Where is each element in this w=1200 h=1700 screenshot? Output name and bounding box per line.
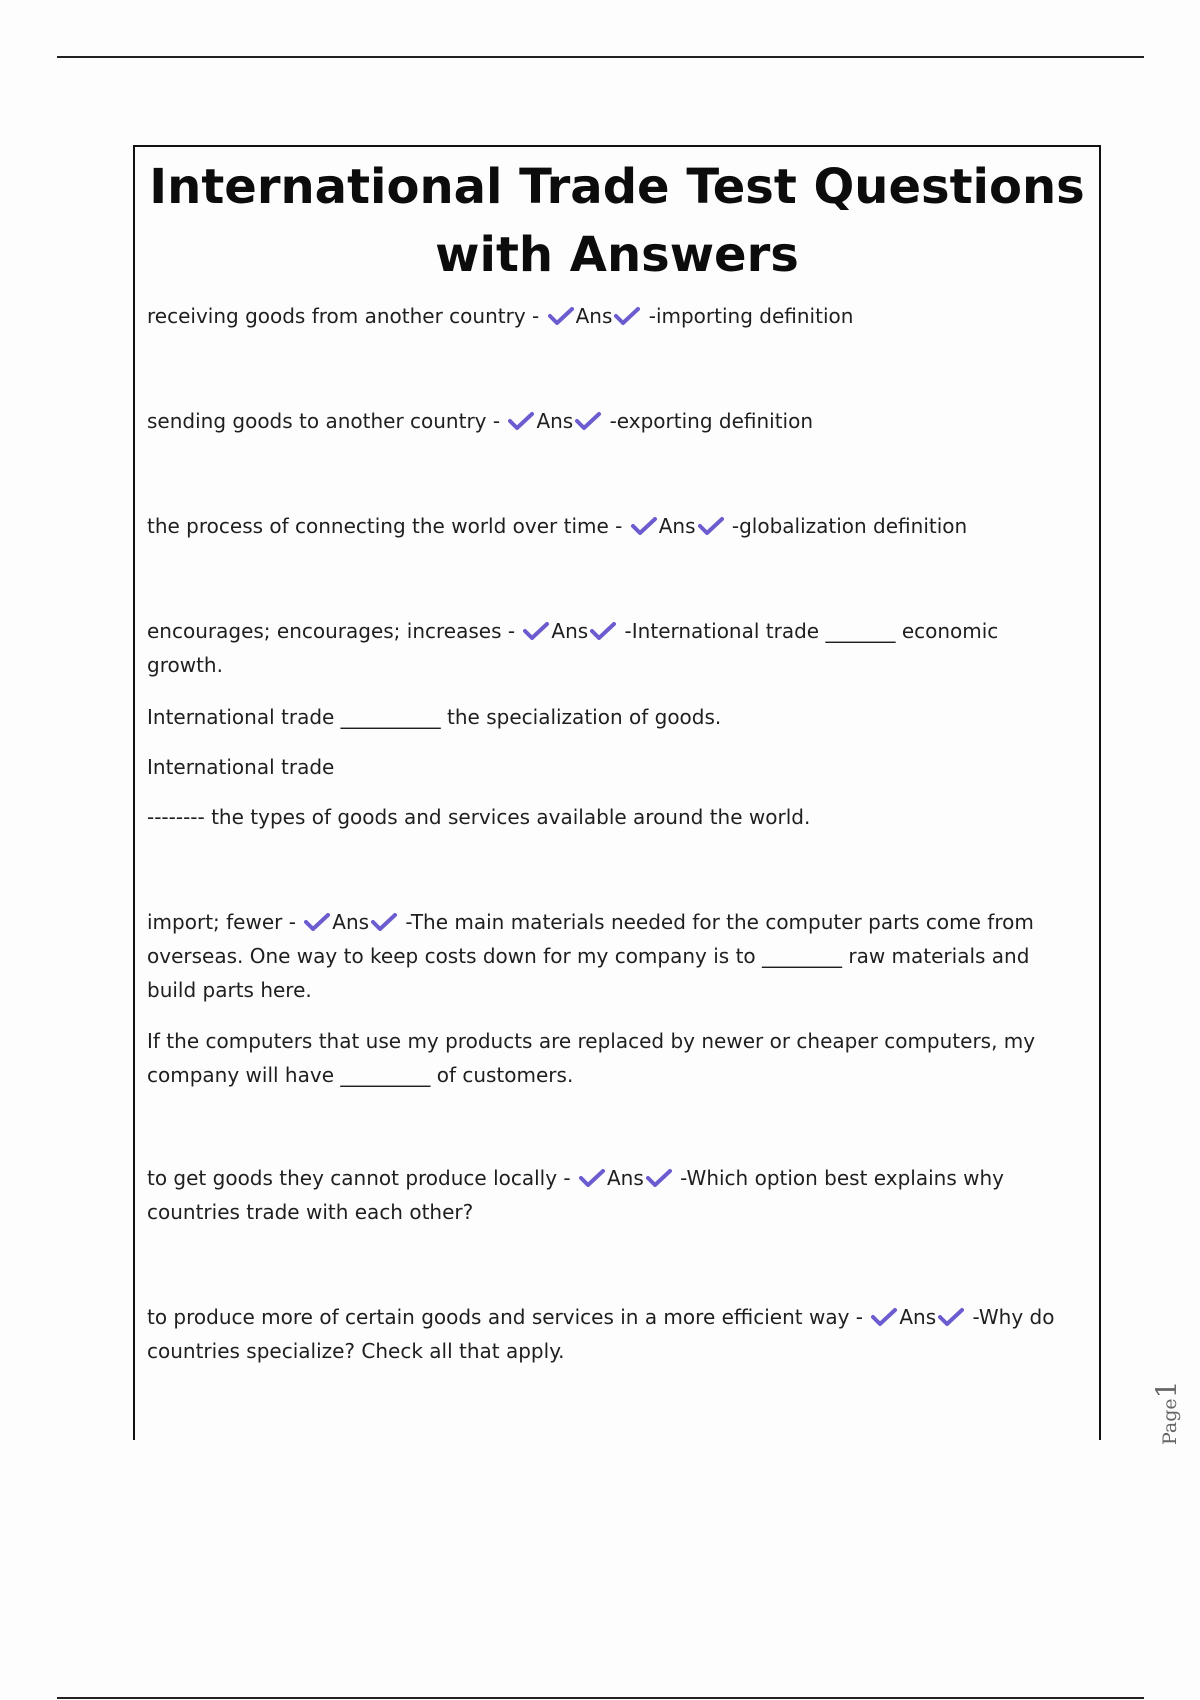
qa-item-7 (147, 1300, 1077, 1368)
answer-text: -Why do countries specialize? Check all that apply. (147, 1305, 1055, 1363)
check-icon (523, 621, 549, 641)
answer-text: -International trade _______ economic growth. (147, 619, 999, 677)
question-text: receiving goods from another country - (147, 304, 546, 328)
text-line: -------- the types of goods and services available around the world. (147, 805, 811, 829)
ans-label: Ans (536, 409, 574, 433)
qa-item-1 (147, 299, 1077, 333)
qa-item-4 (147, 614, 1077, 682)
answer-text: -exporting definition (603, 409, 814, 433)
answer-text: -importing definition (642, 304, 854, 328)
check-icon (579, 1168, 605, 1188)
text-line: International trade (147, 755, 335, 779)
ans-label: Ans (551, 619, 589, 643)
qa-item-3 (147, 509, 1077, 543)
title-line-2: with Answers (435, 227, 799, 283)
footer-rule (57, 1697, 1144, 1699)
answer-text: -globalization definition (725, 514, 968, 538)
ans-label: Ans (575, 304, 613, 328)
page-number-value: 1 (1150, 1380, 1183, 1399)
document-title (135, 153, 1099, 289)
qa-item-2 (147, 404, 1077, 438)
ans-label: Ans (899, 1305, 937, 1329)
title-line-1: International Trade Test Questions (149, 159, 1085, 215)
check-icon (304, 912, 330, 932)
question-text: to produce more of certain goods and services in a more efficient way - (147, 1305, 870, 1329)
check-icon (614, 306, 640, 326)
check-icon (631, 516, 657, 536)
text-line: If the computers that use my products are replaced by newer or cheaper computers, my company will have _________ of customers. (147, 1029, 1036, 1087)
question-text: encourages; encourages; increases - (147, 619, 522, 643)
ans-label: Ans (607, 1166, 644, 1190)
page-label: Page (1159, 1398, 1181, 1445)
check-icon (371, 912, 397, 932)
ans-label: Ans (332, 910, 370, 934)
question-text: the process of connecting the world over time - (147, 514, 629, 538)
text-line: International trade __________ the specialization of goods. (147, 705, 722, 729)
check-icon (938, 1307, 964, 1327)
qa-item-6 (147, 1161, 1077, 1229)
answer-text: -Which option best explains why countries trade with each other? (147, 1166, 1004, 1224)
document-frame (133, 145, 1101, 1440)
check-icon (646, 1168, 672, 1188)
answer-text: -The main materials needed for the computer parts come from overseas. One way to keep costs down for my company is to ________ raw materials and build parts here. (147, 910, 1034, 1002)
question-text: to get goods they cannot produce locally - (147, 1166, 577, 1190)
question-text: import; fewer - (147, 910, 303, 934)
check-icon (590, 621, 616, 641)
check-icon (508, 411, 534, 431)
question-text: sending goods to another country - (147, 409, 507, 433)
header-rule (57, 56, 1144, 58)
page-number (1150, 1381, 1183, 1446)
ans-label: Ans (658, 514, 696, 538)
qa-item-5 (147, 905, 1077, 1007)
check-icon (871, 1307, 897, 1327)
check-icon (548, 306, 574, 326)
check-icon (698, 516, 724, 536)
check-icon (575, 411, 601, 431)
